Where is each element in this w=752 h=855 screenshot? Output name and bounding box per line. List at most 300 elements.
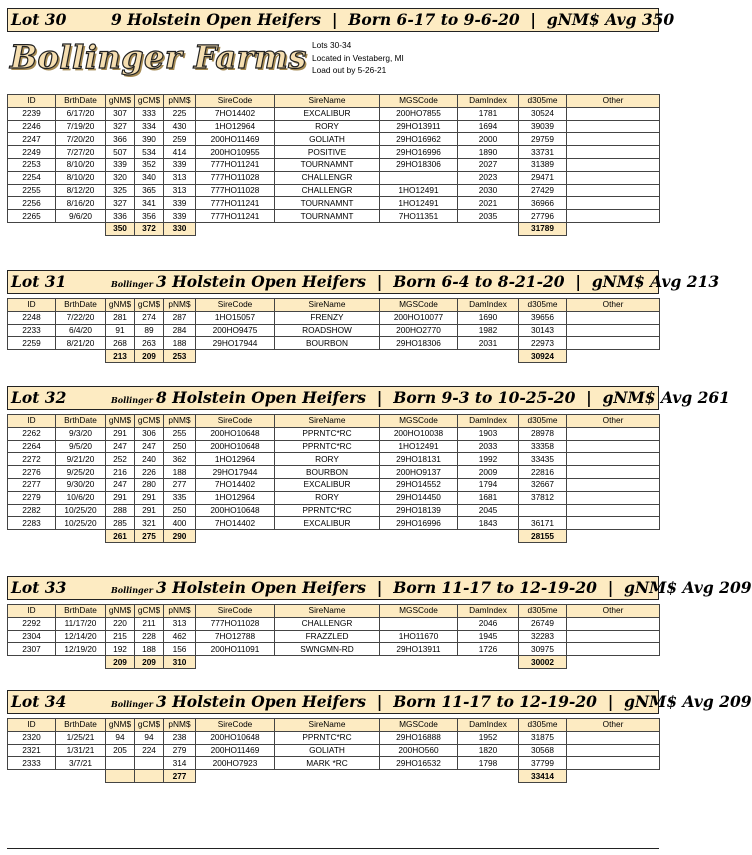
table-cell: 534 (135, 146, 164, 159)
table-cell: FRAZZLED (275, 630, 380, 643)
table-cell: 313 (164, 184, 196, 197)
lot-table (7, 94, 660, 236)
table-row (8, 504, 660, 517)
table-cell: 333 (135, 107, 164, 120)
empty-cell (8, 222, 56, 235)
table-header-row (8, 415, 660, 428)
table-cell: PPRNTC*RC (275, 440, 380, 453)
column-header: DamIndex (458, 299, 519, 312)
table-cell: 274 (135, 311, 164, 324)
totals-row (8, 530, 660, 543)
table-cell: FRENZY (275, 311, 380, 324)
table-cell: 31875 (519, 731, 567, 744)
table-cell: 400 (164, 517, 196, 530)
lot-description: 3 Holstein Open Heifers (155, 692, 366, 711)
totals-row (8, 350, 660, 363)
lot-average-pnm: 330 (164, 222, 196, 235)
table-cell: 2030 (458, 184, 519, 197)
table-row (8, 440, 660, 453)
table-row (8, 107, 660, 120)
table-cell: 156 (164, 643, 196, 656)
banner-separator: | (596, 692, 625, 711)
table-cell: 188 (164, 466, 196, 479)
table-cell: 1681 (458, 491, 519, 504)
column-header: pNM$ (164, 95, 196, 108)
table-cell: 29HO16996 (380, 517, 458, 530)
table-cell: 252 (106, 453, 135, 466)
table-header-row (8, 605, 660, 618)
table-cell: 777HO11241 (196, 197, 275, 210)
table-cell: 200HO11469 (196, 744, 275, 757)
table-cell: EXCALIBUR (275, 478, 380, 491)
column-header: DamIndex (458, 719, 519, 732)
table-cell: 1HO12491 (380, 184, 458, 197)
lot-number: Lot 32 (11, 388, 67, 407)
empty-cell (275, 350, 380, 363)
table-cell: 29HO13911 (380, 643, 458, 656)
table-cell: 2246 (8, 120, 56, 133)
table-cell: 216 (106, 466, 135, 479)
column-header: pNM$ (164, 605, 196, 618)
table-cell: 29HO18139 (380, 504, 458, 517)
table-cell: 9/30/20 (56, 478, 106, 491)
table-cell (567, 757, 660, 770)
table-cell: 291 (135, 504, 164, 517)
table-cell: 1781 (458, 107, 519, 120)
table-cell: 2282 (8, 504, 56, 517)
column-header: BrthDate (56, 415, 106, 428)
empty-cell (56, 350, 106, 363)
table-cell (567, 133, 660, 146)
column-header: Other (567, 605, 660, 618)
table-cell: 9/3/20 (56, 427, 106, 440)
table-cell: 200HO9137 (380, 466, 458, 479)
table-cell: 279 (164, 744, 196, 757)
table-row (8, 311, 660, 324)
lot-average-pnm: 277 (164, 770, 196, 783)
column-header: SireCode (196, 415, 275, 428)
table-cell: 1843 (458, 517, 519, 530)
table-cell (567, 184, 660, 197)
column-header: Other (567, 95, 660, 108)
empty-cell (8, 770, 56, 783)
table-cell: 1/25/21 (56, 731, 106, 744)
empty-cell (8, 350, 56, 363)
table-cell: 8/10/20 (56, 158, 106, 171)
table-cell: 29HO16962 (380, 133, 458, 146)
lot-prefix: Bollinger (111, 585, 153, 595)
table-cell: 327 (106, 197, 135, 210)
column-header: SireName (275, 95, 380, 108)
table-cell: 2304 (8, 630, 56, 643)
table-cell: 205 (106, 744, 135, 757)
lot-prefix: Bollinger (111, 699, 153, 709)
table-cell: 200HO10038 (380, 427, 458, 440)
column-header: pNM$ (164, 415, 196, 428)
table-cell: 390 (135, 133, 164, 146)
table-cell: 28978 (519, 427, 567, 440)
table-cell: 2255 (8, 184, 56, 197)
lot-average-gnm: 261 (106, 530, 135, 543)
table-cell (567, 324, 660, 337)
table-cell: 2023 (458, 171, 519, 184)
table-cell (567, 197, 660, 210)
table-cell: 2248 (8, 311, 56, 324)
lot-description: 3 Holstein Open Heifers (155, 272, 366, 291)
column-header: d305me (519, 415, 567, 428)
table-cell: 2239 (8, 107, 56, 120)
table-cell: EXCALIBUR (275, 517, 380, 530)
column-header: gNM$ (106, 719, 135, 732)
empty-cell (567, 222, 660, 235)
table-cell: 32667 (519, 478, 567, 491)
empty-cell (8, 656, 56, 669)
table-cell: 352 (135, 158, 164, 171)
table-cell: 29HO13911 (380, 120, 458, 133)
lot-info (312, 39, 404, 77)
table-cell: PPRNTC*RC (275, 504, 380, 517)
lot-average-gnm: 213 (106, 350, 135, 363)
column-header: SireCode (196, 605, 275, 618)
empty-cell (380, 770, 458, 783)
table-cell: 250 (164, 504, 196, 517)
empty-cell (458, 770, 519, 783)
table-cell: 777HO11241 (196, 210, 275, 223)
table-cell: 2321 (8, 744, 56, 757)
table-cell: 2283 (8, 517, 56, 530)
lot-average-gnm: 209 (106, 656, 135, 669)
lot-banner (7, 8, 675, 32)
table-cell (567, 504, 660, 517)
table-cell: 1HO12964 (196, 453, 275, 466)
table-cell: 366 (106, 133, 135, 146)
banner-separator: | (519, 10, 547, 29)
column-header: gNM$ (106, 95, 135, 108)
totals-row (8, 770, 660, 783)
table-header-row (8, 719, 660, 732)
lot-number: Lot 33 (11, 578, 67, 597)
column-header: gCM$ (135, 95, 164, 108)
table-cell: 320 (106, 171, 135, 184)
column-header: SireCode (196, 719, 275, 732)
table-cell: 200HO11469 (196, 133, 275, 146)
banner-separator: | (564, 272, 592, 291)
table-cell: 29HO18306 (380, 158, 458, 171)
table-row (8, 630, 660, 643)
empty-cell (196, 656, 275, 669)
lot-table (7, 414, 660, 543)
table-cell: 39039 (519, 120, 567, 133)
table-cell: 200HO9475 (196, 324, 275, 337)
table-cell: 30524 (519, 107, 567, 120)
table-cell: 10/25/20 (56, 517, 106, 530)
lot-banner (7, 270, 720, 294)
table-cell (567, 311, 660, 324)
lot-average: gNM$ Avg 350 (546, 10, 675, 29)
table-cell: 2033 (458, 440, 519, 453)
table-cell: 325 (106, 184, 135, 197)
lot-average-d305: 31789 (519, 222, 567, 235)
table-header-row (8, 299, 660, 312)
table-cell (519, 504, 567, 517)
table-cell: 94 (135, 731, 164, 744)
empty-cell (458, 656, 519, 669)
table-cell: GOLIATH (275, 744, 380, 757)
table-cell: 321 (135, 517, 164, 530)
banner-separator: | (365, 388, 394, 407)
table-row (8, 757, 660, 770)
lot-average-gcm (135, 770, 164, 783)
table-cell: 29HO18131 (380, 453, 458, 466)
table-cell: 284 (164, 324, 196, 337)
table-cell: 30143 (519, 324, 567, 337)
table-cell: 2292 (8, 617, 56, 630)
column-header: MGSCode (380, 415, 458, 428)
table-cell: 7/20/20 (56, 133, 106, 146)
lot-number: Lot 30 (11, 10, 67, 29)
table-cell: 1903 (458, 427, 519, 440)
table-cell: 340 (135, 171, 164, 184)
table-cell: 2233 (8, 324, 56, 337)
banner-separator: | (365, 692, 394, 711)
table-cell: 238 (164, 731, 196, 744)
table-cell: PPRNTC*RC (275, 731, 380, 744)
table-cell: 313 (164, 617, 196, 630)
empty-cell (380, 530, 458, 543)
table-cell: 1982 (458, 324, 519, 337)
lot-average-d305: 30002 (519, 656, 567, 669)
lot-average-gcm: 372 (135, 222, 164, 235)
table-cell: 22973 (519, 337, 567, 350)
column-header: Other (567, 719, 660, 732)
lot-average-d305: 33414 (519, 770, 567, 783)
farm-logo: Bollinger Farms (10, 38, 307, 76)
table-cell (567, 453, 660, 466)
lot-description: 8 Holstein Open Heifers (155, 388, 366, 407)
table-cell: 334 (135, 120, 164, 133)
table-cell: 247 (106, 478, 135, 491)
table-cell: 430 (164, 120, 196, 133)
column-header: d305me (519, 299, 567, 312)
table-cell: 29HO17944 (196, 337, 275, 350)
empty-cell (196, 530, 275, 543)
table-cell: 37799 (519, 757, 567, 770)
table-cell: 2247 (8, 133, 56, 146)
bottom-rule (7, 848, 659, 849)
empty-cell (275, 770, 380, 783)
table-cell: 211 (135, 617, 164, 630)
lot-average: gNM$ Avg 213 (591, 272, 720, 291)
table-cell: RORY (275, 120, 380, 133)
table-cell: 224 (135, 744, 164, 757)
column-header: DamIndex (458, 605, 519, 618)
info-line: Load out by 5-26-21 (312, 65, 387, 75)
table-cell: CHALLENGR (275, 184, 380, 197)
lot-average-pnm: 290 (164, 530, 196, 543)
table-cell (567, 146, 660, 159)
empty-cell (458, 530, 519, 543)
lot-average-gcm: 209 (135, 350, 164, 363)
empty-cell (380, 350, 458, 363)
lot-average: gNM$ Avg 209 (624, 578, 752, 597)
table-cell: 9/6/20 (56, 210, 106, 223)
column-header: gNM$ (106, 415, 135, 428)
table-cell: 6/4/20 (56, 324, 106, 337)
table-cell: 200HO10648 (196, 731, 275, 744)
table-cell: TOURNAMNT (275, 158, 380, 171)
empty-cell (56, 656, 106, 669)
table-cell: 1726 (458, 643, 519, 656)
table-cell: 362 (164, 453, 196, 466)
table-cell: 507 (106, 146, 135, 159)
table-cell: 2045 (458, 504, 519, 517)
table-cell: RORY (275, 491, 380, 504)
table-cell: 33435 (519, 453, 567, 466)
lot-average-d305: 28155 (519, 530, 567, 543)
column-header: MGSCode (380, 605, 458, 618)
table-cell: 30568 (519, 744, 567, 757)
table-cell: 313 (164, 171, 196, 184)
column-header: BrthDate (56, 299, 106, 312)
empty-cell (380, 222, 458, 235)
table-cell: 10/6/20 (56, 491, 106, 504)
table-cell: 200HO7923 (196, 757, 275, 770)
column-header: ID (8, 415, 56, 428)
table-cell: 200HO2770 (380, 324, 458, 337)
table-cell: 200HO11091 (196, 643, 275, 656)
table-cell: 8/16/20 (56, 197, 106, 210)
table-cell: 1952 (458, 731, 519, 744)
table-cell: 336 (106, 210, 135, 223)
empty-cell (458, 222, 519, 235)
table-cell: 226 (135, 466, 164, 479)
lot-table (7, 718, 660, 783)
lot-average-d305: 30924 (519, 350, 567, 363)
table-row (8, 171, 660, 184)
empty-cell (567, 350, 660, 363)
column-header: gCM$ (135, 299, 164, 312)
table-cell: 2249 (8, 146, 56, 159)
table-cell: 2009 (458, 466, 519, 479)
empty-cell (196, 770, 275, 783)
table-cell: 777HO11241 (196, 158, 275, 171)
table-cell: 2276 (8, 466, 56, 479)
table-cell: 36171 (519, 517, 567, 530)
column-header: gCM$ (135, 719, 164, 732)
lot-born-range: Born 6-17 to 9-6-20 (348, 10, 520, 29)
lot-average: gNM$ Avg 261 (602, 388, 730, 407)
table-cell: SWNGMN-RD (275, 643, 380, 656)
table-row (8, 324, 660, 337)
empty-cell (458, 350, 519, 363)
table-cell: 339 (164, 210, 196, 223)
table-cell: 91 (106, 324, 135, 337)
column-header: gCM$ (135, 415, 164, 428)
column-header: ID (8, 719, 56, 732)
table-row (8, 517, 660, 530)
table-cell: 339 (164, 158, 196, 171)
table-cell: 250 (164, 440, 196, 453)
table-cell: 2256 (8, 197, 56, 210)
table-cell (380, 171, 458, 184)
table-cell: 291 (106, 491, 135, 504)
column-header: pNM$ (164, 719, 196, 732)
table-cell: 306 (135, 427, 164, 440)
lot-number: Lot 31 (11, 272, 67, 291)
table-cell: 1/31/21 (56, 744, 106, 757)
table-cell: 3/7/21 (56, 757, 106, 770)
table-row (8, 731, 660, 744)
lot-born-range: Born 9-3 to 10-25-20 (393, 388, 576, 407)
table-cell: 2253 (8, 158, 56, 171)
lot-born-range: Born 11-17 to 12-19-20 (393, 578, 597, 597)
table-cell: 2046 (458, 617, 519, 630)
column-header: d305me (519, 719, 567, 732)
table-cell: 7HO14402 (196, 107, 275, 120)
table-cell: 339 (106, 158, 135, 171)
table-cell: CHALLENGR (275, 617, 380, 630)
table-cell: 247 (135, 440, 164, 453)
table-header-row (8, 95, 660, 108)
column-header: SireCode (196, 95, 275, 108)
table-cell: 314 (164, 757, 196, 770)
table-cell (567, 171, 660, 184)
table-cell: 33731 (519, 146, 567, 159)
table-cell: 1820 (458, 744, 519, 757)
table-cell (135, 757, 164, 770)
table-cell: 263 (135, 337, 164, 350)
table-cell: 2333 (8, 757, 56, 770)
table-cell: 7HO12788 (196, 630, 275, 643)
table-row (8, 133, 660, 146)
table-row (8, 184, 660, 197)
column-header: d305me (519, 605, 567, 618)
table-cell: 29HO16888 (380, 731, 458, 744)
table-cell: 11/17/20 (56, 617, 106, 630)
table-cell (106, 757, 135, 770)
table-cell: 240 (135, 453, 164, 466)
column-header: MGSCode (380, 299, 458, 312)
table-cell: 12/19/20 (56, 643, 106, 656)
lot-average: gNM$ Avg 209 (624, 692, 752, 711)
table-cell: 7HO14402 (196, 478, 275, 491)
column-header: gNM$ (106, 605, 135, 618)
table-cell: 259 (164, 133, 196, 146)
column-header: SireName (275, 719, 380, 732)
table-cell: 341 (135, 197, 164, 210)
table-cell: 27796 (519, 210, 567, 223)
table-cell (567, 440, 660, 453)
lot-average-gnm: 350 (106, 222, 135, 235)
table-cell (567, 210, 660, 223)
lot-average-gnm (106, 770, 135, 783)
table-row (8, 146, 660, 159)
empty-cell (275, 222, 380, 235)
empty-cell (196, 350, 275, 363)
table-cell: 200HO560 (380, 744, 458, 757)
table-cell: 335 (164, 491, 196, 504)
table-cell: 2262 (8, 427, 56, 440)
table-row (8, 744, 660, 757)
lot-prefix: Bollinger (111, 395, 153, 405)
table-cell: 247 (106, 440, 135, 453)
table-cell: 288 (106, 504, 135, 517)
table-cell: 2277 (8, 478, 56, 491)
empty-cell (567, 530, 660, 543)
table-cell: 2000 (458, 133, 519, 146)
column-header: BrthDate (56, 605, 106, 618)
lot-born-range: Born 11-17 to 12-19-20 (393, 692, 597, 711)
